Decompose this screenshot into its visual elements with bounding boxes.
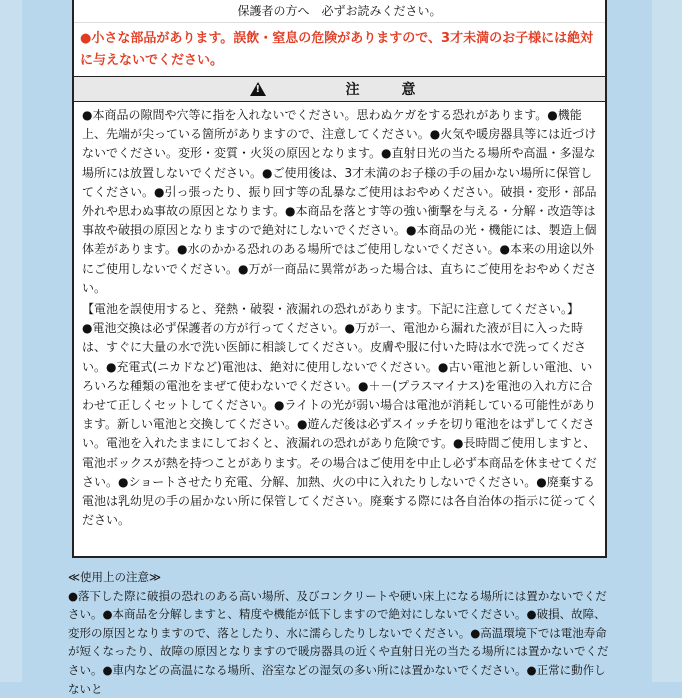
caution-paragraph: ●本商品の隙間や穴等に指を入れないでください。思わぬケガをする恐れがあります。●機能上、先端が尖っている箇所がありますので、注意してください。●火気や暖房器具等には近づけないでください。変形・変質・火災の原因となります。●直射日光の当たる場所や高温・多湿な場所には放置しないでください。●ご使用後は、3才未満のお子様の手の届かない場所に保管してください。●引っ張ったり、振り回す等の乱暴なご使用はおやめください。破損・変形・部品外れや思わぬ事故の原因となります。●本商品を落とす等の強い衝撃を与える・分解・改造等は事故や破損の原因となりますので絶対にしないでください。●本商品の光・機能には、製造上個体差があります。●水のかかる恐れのある場所ではご使用しないでください。●本来の用途以外にご使用しないでください。●万が一商品に異常があった場合は、直ちにご使用をおやめください。 — [82, 108, 597, 295]
package-left-edge — [0, 0, 22, 682]
usage-title: ≪使用上の注意≫ — [68, 570, 162, 584]
caution-body — [82, 106, 600, 530]
caution-panel — [72, 0, 607, 558]
guardian-notice: 保護者の方へ 必ずお読みください。 — [74, 0, 605, 23]
usage-notes — [68, 568, 613, 698]
small-parts-warning: ●小さな部品があります。誤飲・窒息の危険がありますので、3才未満のお子様には絶対に与えないでください。 — [80, 31, 594, 68]
warning-triangle-icon: ! — [250, 82, 266, 96]
usage-paragraph: ●落下した際に破損の恐れのある高い場所、及びコンクリートや硬い床上になる場所には置かないでください。●本商品を分解しますと、精度や機能が低下しますので絶対にしないでください。●破損、故障、変形の原因となりますので、落としたり、水に濡らしたりしないでください。●高温環境下では電池寿命が短くなったり、故障の原因となりますので暖房器具の近くや直射日光の当たる場所には置かないでください。●車内などの高温になる場所、浴室などの湿気の多い所には置かないでください。●正常に動作しないと — [68, 588, 609, 696]
battery-heading: 【電池を誤使用すると、発熱・破裂・液漏れの恐れがあります。下記に注意してください。】 — [82, 302, 580, 317]
package-right-edge — [652, 0, 682, 682]
battery-paragraph: ●電池交換は必ず保護者の方が行ってください。●万が一、電池から漏れた液が目に入った時は、すぐに大量の水で洗い医師に相談してください。皮膚や服に付いた時は水で洗ってください。●充電式(ニカドなど)電池は、絶対に使用しないでください。●古い電池と新しい電池、いろいろな種類の電池をまぜて使わないでください。●＋－(プラスマイナス)を電池の入れ方に合わせて正しくセットしてください。●ライトの光が弱い場合は電池が消耗している可能性があります。新しい電池と交換してください。●遊んだ後は必ずスイッチを切り電池をはずしてください。電池を入れたままにしておくと、液漏れの恐れがあり危険です。●長時間ご使用しますと、電池ボックスが熱を持つことがあります。その場合はご使用を中止し必ず本商品を休ませてください。●ショートさせたり充電、分解、加熱、火の中に入れたりしないでください。●廃棄する電池は乳幼児の手の届かない所に保管してください。廃棄する際には各自治体の指示に従ってください。 — [82, 321, 599, 528]
caution-header-bar — [74, 76, 605, 102]
caution-title: 注 意 — [345, 82, 430, 98]
